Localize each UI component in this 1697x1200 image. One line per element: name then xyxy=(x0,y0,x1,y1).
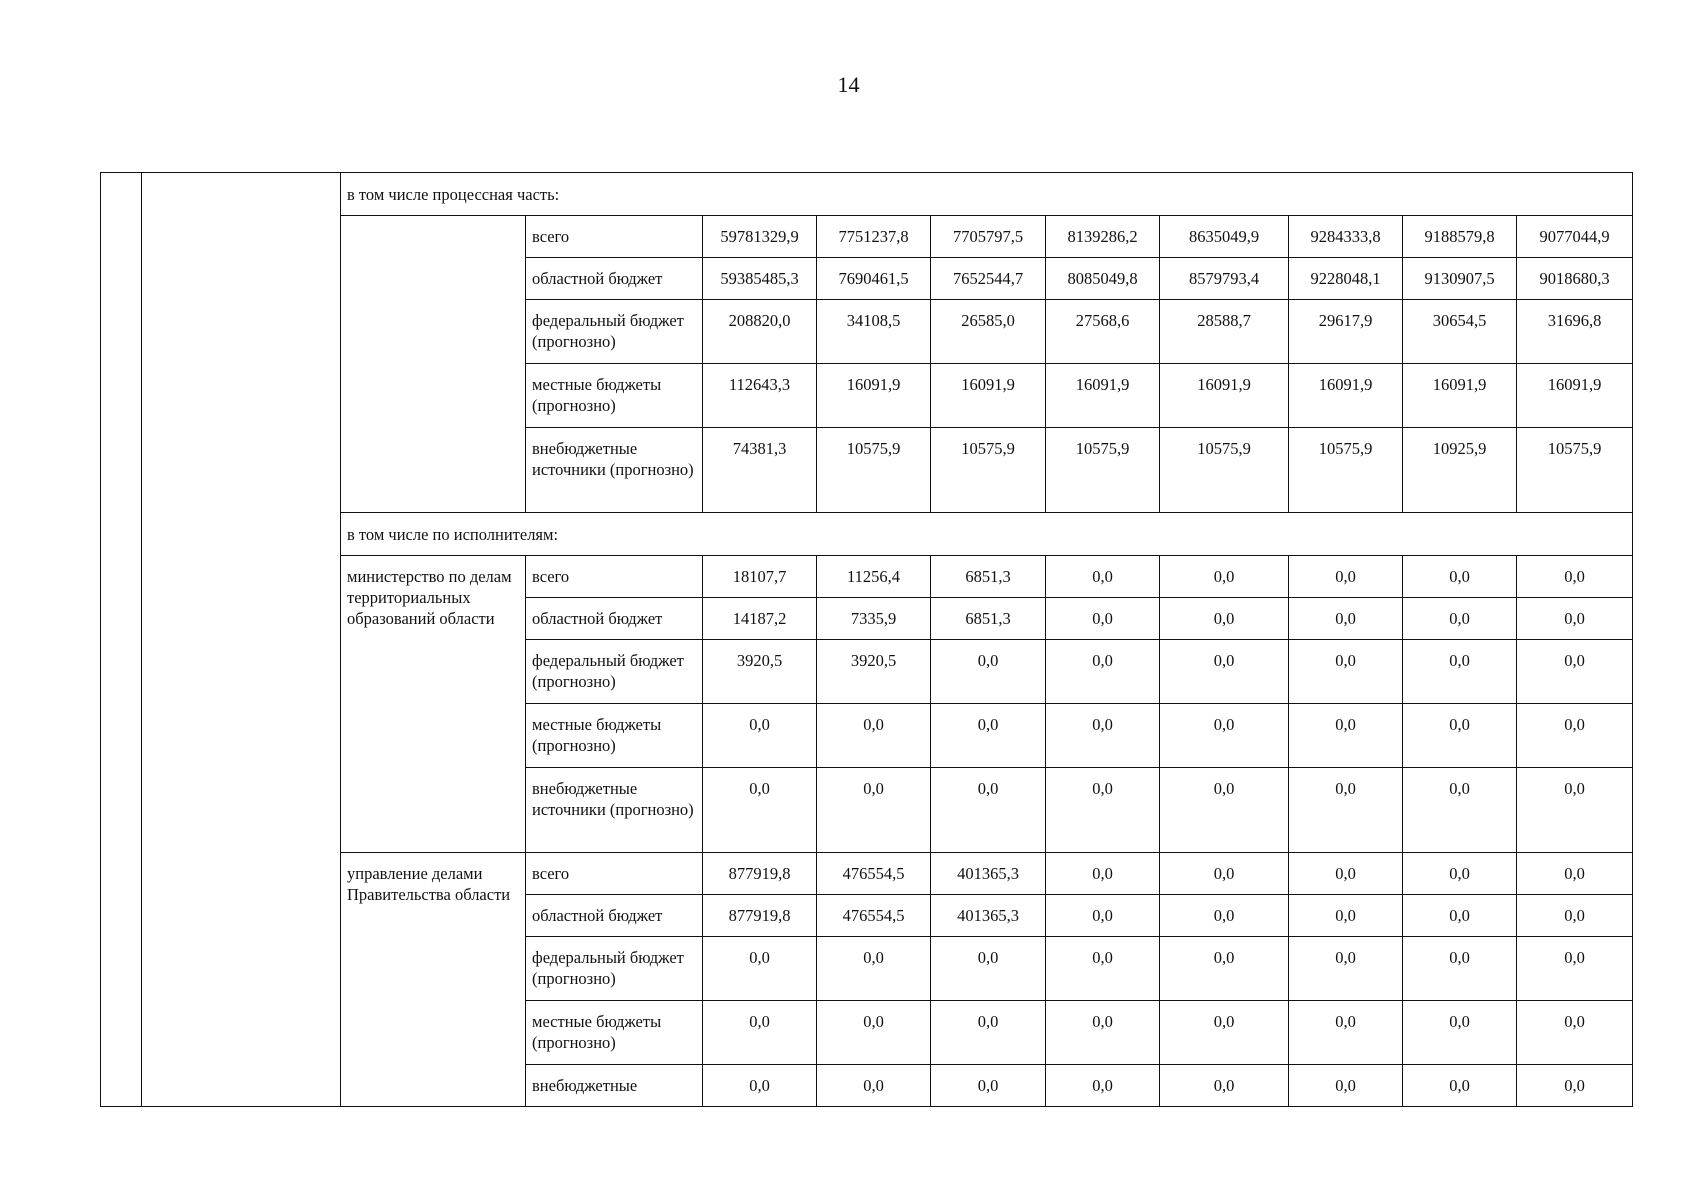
value-cell: 59385485,3 xyxy=(703,258,817,300)
value-cell: 9077044,9 xyxy=(1517,216,1633,258)
value-cell: 0,0 xyxy=(1160,937,1289,1001)
value-cell: 16091,9 xyxy=(1517,364,1633,428)
value-cell: 0,0 xyxy=(703,937,817,1001)
value-cell: 0,0 xyxy=(1046,640,1160,704)
value-cell: 112643,3 xyxy=(703,364,817,428)
row-label: федеральный бюджет (прогнозно) xyxy=(526,937,703,1001)
row-label: местные бюджеты (прогнозно) xyxy=(526,1001,703,1065)
value-cell: 0,0 xyxy=(1289,937,1403,1001)
value-cell: 0,0 xyxy=(1160,640,1289,704)
value-cell: 0,0 xyxy=(1517,556,1633,598)
value-cell: 0,0 xyxy=(1517,598,1633,640)
value-cell: 7690461,5 xyxy=(817,258,931,300)
value-cell: 10575,9 xyxy=(1289,428,1403,513)
value-cell: 0,0 xyxy=(817,937,931,1001)
value-cell: 0,0 xyxy=(703,768,817,853)
value-cell: 0,0 xyxy=(1160,556,1289,598)
value-cell: 0,0 xyxy=(1289,895,1403,937)
value-cell: 8635049,9 xyxy=(1160,216,1289,258)
value-cell: 0,0 xyxy=(1046,853,1160,895)
value-cell: 34108,5 xyxy=(817,300,931,364)
value-cell: 0,0 xyxy=(1046,598,1160,640)
value-cell: 9130907,5 xyxy=(1403,258,1517,300)
value-cell: 0,0 xyxy=(817,1065,931,1107)
value-cell: 0,0 xyxy=(1289,1065,1403,1107)
value-cell: 0,0 xyxy=(1403,853,1517,895)
value-cell: 16091,9 xyxy=(817,364,931,428)
section-header-process: в том числе процессная часть: xyxy=(341,173,1633,216)
row-label: областной бюджет xyxy=(526,258,703,300)
value-cell: 0,0 xyxy=(703,1065,817,1107)
value-cell: 0,0 xyxy=(1403,1001,1517,1065)
value-cell: 16091,9 xyxy=(1289,364,1403,428)
value-cell: 0,0 xyxy=(1403,556,1517,598)
row-label: всего xyxy=(526,853,703,895)
row-label: федеральный бюджет (прогнозно) xyxy=(526,640,703,704)
value-cell: 16091,9 xyxy=(931,364,1046,428)
value-cell: 0,0 xyxy=(931,1001,1046,1065)
section-header-executors: в том числе по исполнителям: xyxy=(341,513,1633,556)
value-cell: 0,0 xyxy=(1289,598,1403,640)
value-cell: 0,0 xyxy=(703,1001,817,1065)
value-cell: 30654,5 xyxy=(1403,300,1517,364)
row-label: местные бюджеты (прогнозно) xyxy=(526,704,703,768)
row-label: внебюджетные xyxy=(526,1065,703,1107)
value-cell: 74381,3 xyxy=(703,428,817,513)
value-cell: 0,0 xyxy=(1517,937,1633,1001)
value-cell: 0,0 xyxy=(931,768,1046,853)
value-cell: 0,0 xyxy=(1403,704,1517,768)
executor-name: министерство по делам территориальных образований области xyxy=(341,556,526,853)
value-cell: 7705797,5 xyxy=(931,216,1046,258)
executor-name: управление делами Правительства области xyxy=(341,853,526,1107)
value-cell: 0,0 xyxy=(1517,895,1633,937)
value-cell: 0,0 xyxy=(703,704,817,768)
value-cell: 0,0 xyxy=(1517,768,1633,853)
value-cell: 7335,9 xyxy=(817,598,931,640)
value-cell: 8085049,8 xyxy=(1046,258,1160,300)
value-cell: 0,0 xyxy=(817,768,931,853)
value-cell: 0,0 xyxy=(1289,556,1403,598)
program-name-cell xyxy=(142,173,341,1107)
row-label: местные бюджеты (прогнозно) xyxy=(526,364,703,428)
value-cell: 0,0 xyxy=(931,937,1046,1001)
value-cell: 9228048,1 xyxy=(1289,258,1403,300)
value-cell: 0,0 xyxy=(1046,556,1160,598)
value-cell: 0,0 xyxy=(1517,640,1633,704)
value-cell: 0,0 xyxy=(1160,768,1289,853)
value-cell: 0,0 xyxy=(1160,598,1289,640)
value-cell: 0,0 xyxy=(931,1065,1046,1107)
value-cell: 0,0 xyxy=(1160,895,1289,937)
row-label: областной бюджет xyxy=(526,598,703,640)
value-cell: 0,0 xyxy=(1046,937,1160,1001)
value-cell: 0,0 xyxy=(1160,1001,1289,1065)
value-cell: 0,0 xyxy=(1517,1065,1633,1107)
value-cell: 8139286,2 xyxy=(1046,216,1160,258)
value-cell: 208820,0 xyxy=(703,300,817,364)
value-cell: 0,0 xyxy=(1160,1065,1289,1107)
value-cell: 18107,7 xyxy=(703,556,817,598)
value-cell: 3920,5 xyxy=(703,640,817,704)
value-cell: 0,0 xyxy=(1403,1065,1517,1107)
table-body xyxy=(101,173,1633,1107)
value-cell: 877919,8 xyxy=(703,895,817,937)
value-cell: 26585,0 xyxy=(931,300,1046,364)
row-label: внебюджетные источники (прогнозно) xyxy=(526,428,703,513)
row-label: внебюджетные источники (прогнозно) xyxy=(526,768,703,853)
value-cell: 476554,5 xyxy=(817,853,931,895)
value-cell: 28588,7 xyxy=(1160,300,1289,364)
value-cell: 0,0 xyxy=(817,1001,931,1065)
value-cell: 0,0 xyxy=(931,640,1046,704)
executor-cell-empty xyxy=(341,216,526,513)
value-cell: 27568,6 xyxy=(1046,300,1160,364)
value-cell: 0,0 xyxy=(1517,853,1633,895)
value-cell: 401365,3 xyxy=(931,853,1046,895)
value-cell: 401365,3 xyxy=(931,895,1046,937)
value-cell: 0,0 xyxy=(1517,1001,1633,1065)
value-cell: 16091,9 xyxy=(1160,364,1289,428)
value-cell: 10575,9 xyxy=(931,428,1046,513)
value-cell: 9284333,8 xyxy=(1289,216,1403,258)
value-cell: 10925,9 xyxy=(1403,428,1517,513)
value-cell: 0,0 xyxy=(1289,768,1403,853)
value-cell: 6851,3 xyxy=(931,598,1046,640)
value-cell: 0,0 xyxy=(1046,704,1160,768)
value-cell: 0,0 xyxy=(1403,598,1517,640)
value-cell: 10575,9 xyxy=(1160,428,1289,513)
value-cell: 0,0 xyxy=(1046,768,1160,853)
value-cell: 31696,8 xyxy=(1517,300,1633,364)
value-cell: 16091,9 xyxy=(1403,364,1517,428)
value-cell: 0,0 xyxy=(1160,704,1289,768)
value-cell: 10575,9 xyxy=(1517,428,1633,513)
value-cell: 0,0 xyxy=(1403,937,1517,1001)
value-cell: 9188579,8 xyxy=(1403,216,1517,258)
value-cell: 0,0 xyxy=(1289,853,1403,895)
value-cell: 0,0 xyxy=(1289,1001,1403,1065)
budget-table xyxy=(100,172,1633,1107)
value-cell: 0,0 xyxy=(1517,704,1633,768)
value-cell: 877919,8 xyxy=(703,853,817,895)
value-cell: 0,0 xyxy=(1403,640,1517,704)
row-label: всего xyxy=(526,216,703,258)
value-cell: 7751237,8 xyxy=(817,216,931,258)
value-cell: 0,0 xyxy=(931,704,1046,768)
value-cell: 16091,9 xyxy=(1046,364,1160,428)
row-label: всего xyxy=(526,556,703,598)
value-cell: 0,0 xyxy=(1289,640,1403,704)
value-cell: 11256,4 xyxy=(817,556,931,598)
table-row xyxy=(101,173,1633,216)
value-cell: 8579793,4 xyxy=(1160,258,1289,300)
value-cell: 0,0 xyxy=(1403,768,1517,853)
value-cell: 0,0 xyxy=(1046,1065,1160,1107)
value-cell: 29617,9 xyxy=(1289,300,1403,364)
index-cell xyxy=(101,173,142,1107)
value-cell: 14187,2 xyxy=(703,598,817,640)
value-cell: 0,0 xyxy=(1160,853,1289,895)
value-cell: 10575,9 xyxy=(817,428,931,513)
value-cell: 3920,5 xyxy=(817,640,931,704)
value-cell: 0,0 xyxy=(1046,1001,1160,1065)
value-cell: 0,0 xyxy=(1403,895,1517,937)
row-label: областной бюджет xyxy=(526,895,703,937)
value-cell: 0,0 xyxy=(1289,704,1403,768)
value-cell: 10575,9 xyxy=(1046,428,1160,513)
value-cell: 0,0 xyxy=(1046,895,1160,937)
value-cell: 9018680,3 xyxy=(1517,258,1633,300)
row-label: федеральный бюджет (прогнозно) xyxy=(526,300,703,364)
value-cell: 0,0 xyxy=(817,704,931,768)
value-cell: 7652544,7 xyxy=(931,258,1046,300)
value-cell: 59781329,9 xyxy=(703,216,817,258)
value-cell: 6851,3 xyxy=(931,556,1046,598)
page-number: 14 xyxy=(837,72,860,97)
value-cell: 476554,5 xyxy=(817,895,931,937)
